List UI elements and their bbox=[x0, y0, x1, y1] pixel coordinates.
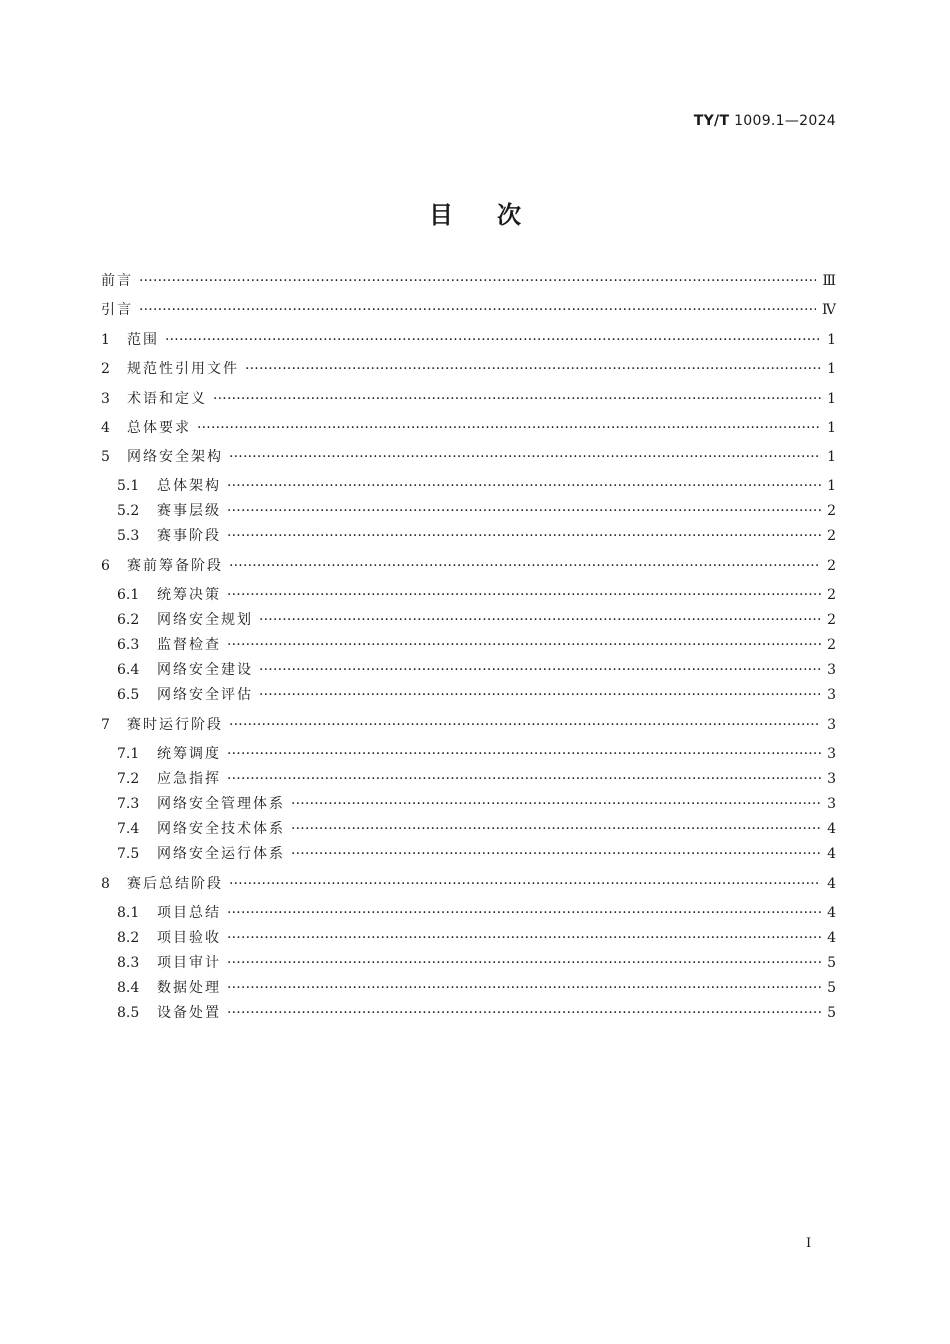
toc-dot-leader bbox=[229, 555, 821, 577]
toc-dot-leader bbox=[229, 446, 821, 468]
toc-entry[interactable] bbox=[117, 475, 836, 497]
toc-entry-number: 6.4 bbox=[117, 662, 140, 679]
toc-dot-leader bbox=[227, 475, 821, 497]
toc-entry-label: 赛前筹备阶段 bbox=[127, 558, 223, 575]
toc-entry[interactable] bbox=[117, 927, 836, 949]
toc-entry-label: 统筹决策 bbox=[157, 587, 221, 604]
toc-entry-page: 5 bbox=[827, 980, 836, 997]
toc-entry[interactable] bbox=[101, 329, 836, 351]
toc-entry-number: 7.4 bbox=[117, 821, 140, 838]
toc-entry[interactable] bbox=[117, 525, 836, 547]
toc-entry-label: 项目总结 bbox=[157, 905, 221, 922]
toc-entry-number: 4 bbox=[101, 420, 110, 436]
toc-entry-number: 5.1 bbox=[117, 478, 140, 495]
toc-entry-number: 8.4 bbox=[117, 980, 140, 997]
toc-dot-leader bbox=[197, 417, 821, 439]
toc-entry[interactable] bbox=[117, 818, 836, 840]
toc-entry[interactable] bbox=[117, 952, 836, 974]
toc-entry[interactable] bbox=[117, 768, 836, 790]
toc-entry-page: Ⅲ bbox=[822, 273, 836, 289]
toc-entry-page: 1 bbox=[827, 449, 836, 466]
toc-entry-page: 1 bbox=[827, 478, 836, 495]
toc-entry[interactable] bbox=[117, 793, 836, 815]
toc-entry-number: 6.1 bbox=[117, 587, 140, 604]
toc-entry-number: 8.3 bbox=[117, 955, 140, 972]
toc-entry[interactable] bbox=[101, 270, 836, 292]
toc-entry-page: 4 bbox=[827, 846, 836, 863]
toc-entry-label: 赛时运行阶段 bbox=[127, 717, 223, 734]
toc-entry-page: 3 bbox=[827, 746, 836, 763]
page-title: 目次 bbox=[429, 201, 565, 229]
toc-dot-leader bbox=[227, 952, 821, 974]
standard-code: TY/T bbox=[693, 113, 730, 129]
toc-dot-leader bbox=[227, 1002, 821, 1024]
toc-entry[interactable] bbox=[101, 873, 836, 895]
toc-dot-leader bbox=[259, 659, 821, 681]
toc-entry-page: 3 bbox=[827, 662, 836, 679]
toc-entry-number: 7 bbox=[101, 717, 110, 734]
toc-dot-leader bbox=[227, 500, 821, 522]
toc-dot-leader bbox=[229, 873, 821, 895]
toc-entry-page: 4 bbox=[827, 930, 836, 947]
toc-dot-leader bbox=[227, 927, 821, 949]
toc-entry-label: 引言 bbox=[101, 302, 133, 319]
toc-entry-number: 2 bbox=[101, 361, 110, 378]
toc-entry-label: 前言 bbox=[101, 273, 133, 289]
toc-dot-leader bbox=[227, 525, 821, 547]
toc-entry-label: 网络安全架构 bbox=[127, 449, 223, 466]
toc-entry-number: 7.2 bbox=[117, 771, 140, 788]
toc-entry-page: 3 bbox=[827, 771, 836, 788]
toc-entry-page: 4 bbox=[827, 876, 836, 893]
toc-entry-label: 总体要求 bbox=[127, 420, 191, 436]
toc-entry-page: 1 bbox=[827, 331, 836, 348]
toc-entry-page: 3 bbox=[827, 717, 836, 734]
toc-entry-label: 网络安全建设 bbox=[157, 662, 253, 679]
toc-entry-page: 4 bbox=[827, 905, 836, 922]
toc-entry-label: 应急指挥 bbox=[157, 771, 221, 788]
page-number: I bbox=[806, 1236, 812, 1251]
toc-dot-leader bbox=[291, 818, 821, 840]
toc-entry-number: 8.2 bbox=[117, 930, 140, 947]
toc-dot-leader bbox=[227, 902, 821, 924]
toc-entry[interactable] bbox=[117, 843, 836, 865]
toc-entry-label: 监督检查 bbox=[157, 637, 221, 654]
toc-dot-leader bbox=[259, 609, 821, 631]
toc-dot-leader bbox=[227, 977, 821, 999]
toc-entry-number: 6.5 bbox=[117, 687, 140, 704]
toc-entry-label: 网络安全管理体系 bbox=[157, 796, 285, 813]
toc-dot-leader bbox=[165, 329, 821, 351]
standard-year-number: 1009.1—2024 bbox=[734, 113, 836, 129]
toc-entry-number: 7.3 bbox=[117, 796, 140, 813]
toc-entry[interactable] bbox=[117, 659, 836, 681]
toc-dot-leader bbox=[291, 793, 821, 815]
toc-entry[interactable] bbox=[101, 714, 836, 736]
toc-entry-page: 2 bbox=[827, 587, 836, 604]
toc-entry[interactable] bbox=[117, 634, 836, 656]
toc-entry-label: 赛事阶段 bbox=[157, 528, 221, 545]
toc-entry[interactable] bbox=[117, 1002, 836, 1024]
standard-number bbox=[694, 113, 836, 129]
toc-entry-number: 8.1 bbox=[117, 905, 140, 922]
toc-entry-number: 7.1 bbox=[117, 746, 140, 763]
toc-dot-leader bbox=[227, 768, 821, 790]
toc-entry[interactable] bbox=[101, 358, 836, 380]
toc-entry[interactable] bbox=[117, 584, 836, 606]
toc-dot-leader bbox=[213, 388, 821, 410]
toc-entry-page: 5 bbox=[827, 955, 836, 972]
toc-entry-number: 7.5 bbox=[117, 846, 140, 863]
toc-entry-page: 2 bbox=[827, 612, 836, 629]
toc-entry[interactable] bbox=[117, 500, 836, 522]
toc-entry-number: 8 bbox=[101, 876, 110, 893]
toc-entry-number: 5.3 bbox=[117, 528, 140, 545]
toc-entry-label: 数据处理 bbox=[157, 980, 221, 997]
toc-entry[interactable] bbox=[101, 555, 836, 577]
toc-entry[interactable] bbox=[101, 299, 836, 321]
toc-entry-label: 赛事层级 bbox=[157, 503, 221, 520]
toc-entry-label: 项目审计 bbox=[157, 955, 221, 972]
toc-entry[interactable] bbox=[101, 417, 836, 439]
toc-entry[interactable] bbox=[117, 684, 836, 706]
toc-entry-label: 网络安全评估 bbox=[157, 687, 253, 704]
toc-entry-page: 2 bbox=[827, 528, 836, 545]
toc-dot-leader bbox=[229, 714, 821, 736]
toc-entry-label: 范围 bbox=[127, 331, 159, 348]
toc-entry-label: 网络安全运行体系 bbox=[157, 846, 285, 863]
toc-entry-label: 总体架构 bbox=[157, 478, 221, 495]
toc-entry-number: 1 bbox=[101, 331, 110, 348]
toc-entry[interactable] bbox=[101, 446, 836, 468]
toc-entry-page: 1 bbox=[827, 420, 836, 436]
toc-entry-page: 2 bbox=[827, 503, 836, 520]
toc-entry[interactable] bbox=[101, 388, 836, 410]
toc-entry[interactable] bbox=[117, 902, 836, 924]
toc-entry[interactable] bbox=[117, 977, 836, 999]
toc-entry-page: 3 bbox=[827, 796, 836, 813]
toc-entry-label: 规范性引用文件 bbox=[127, 361, 239, 378]
toc-entry[interactable] bbox=[117, 743, 836, 765]
toc-entry-label: 设备处置 bbox=[157, 1005, 221, 1022]
toc-entry-label: 网络安全技术体系 bbox=[157, 821, 285, 838]
toc-dot-leader bbox=[259, 684, 821, 706]
toc-dot-leader bbox=[245, 358, 821, 380]
toc-entry-number: 5 bbox=[101, 449, 110, 466]
toc-entry-label: 术语和定义 bbox=[127, 390, 207, 407]
toc-dot-leader bbox=[139, 299, 816, 321]
toc-entry-page: 2 bbox=[827, 558, 836, 575]
toc-entry-page: 5 bbox=[827, 1005, 836, 1022]
toc-entry-label: 赛后总结阶段 bbox=[127, 876, 223, 893]
toc-entry-label: 统筹调度 bbox=[157, 746, 221, 763]
toc-entry-label: 项目验收 bbox=[157, 930, 221, 947]
toc-dot-leader bbox=[227, 743, 821, 765]
toc-entry-page: Ⅳ bbox=[822, 302, 836, 319]
toc-entry-page: 2 bbox=[827, 637, 836, 654]
toc-entry-number: 8.5 bbox=[117, 1005, 140, 1022]
toc-entry-number: 6.2 bbox=[117, 612, 140, 629]
toc-entry-page: 1 bbox=[827, 390, 836, 407]
toc-entry-page: 4 bbox=[827, 821, 836, 838]
toc-entry-number: 6.3 bbox=[117, 637, 140, 654]
toc-entry-number: 5.2 bbox=[117, 503, 140, 520]
toc-dot-leader bbox=[227, 584, 821, 606]
toc-entry-page: 3 bbox=[827, 687, 836, 704]
toc-entry-number: 3 bbox=[101, 390, 110, 407]
toc-dot-leader bbox=[227, 634, 821, 656]
toc-entry[interactable] bbox=[117, 609, 836, 631]
toc-dot-leader bbox=[291, 843, 821, 865]
toc-entry-label: 网络安全规划 bbox=[157, 612, 253, 629]
toc-entry-page: 1 bbox=[827, 361, 836, 378]
toc-entry-number: 6 bbox=[101, 558, 110, 575]
toc-dot-leader bbox=[139, 270, 816, 292]
